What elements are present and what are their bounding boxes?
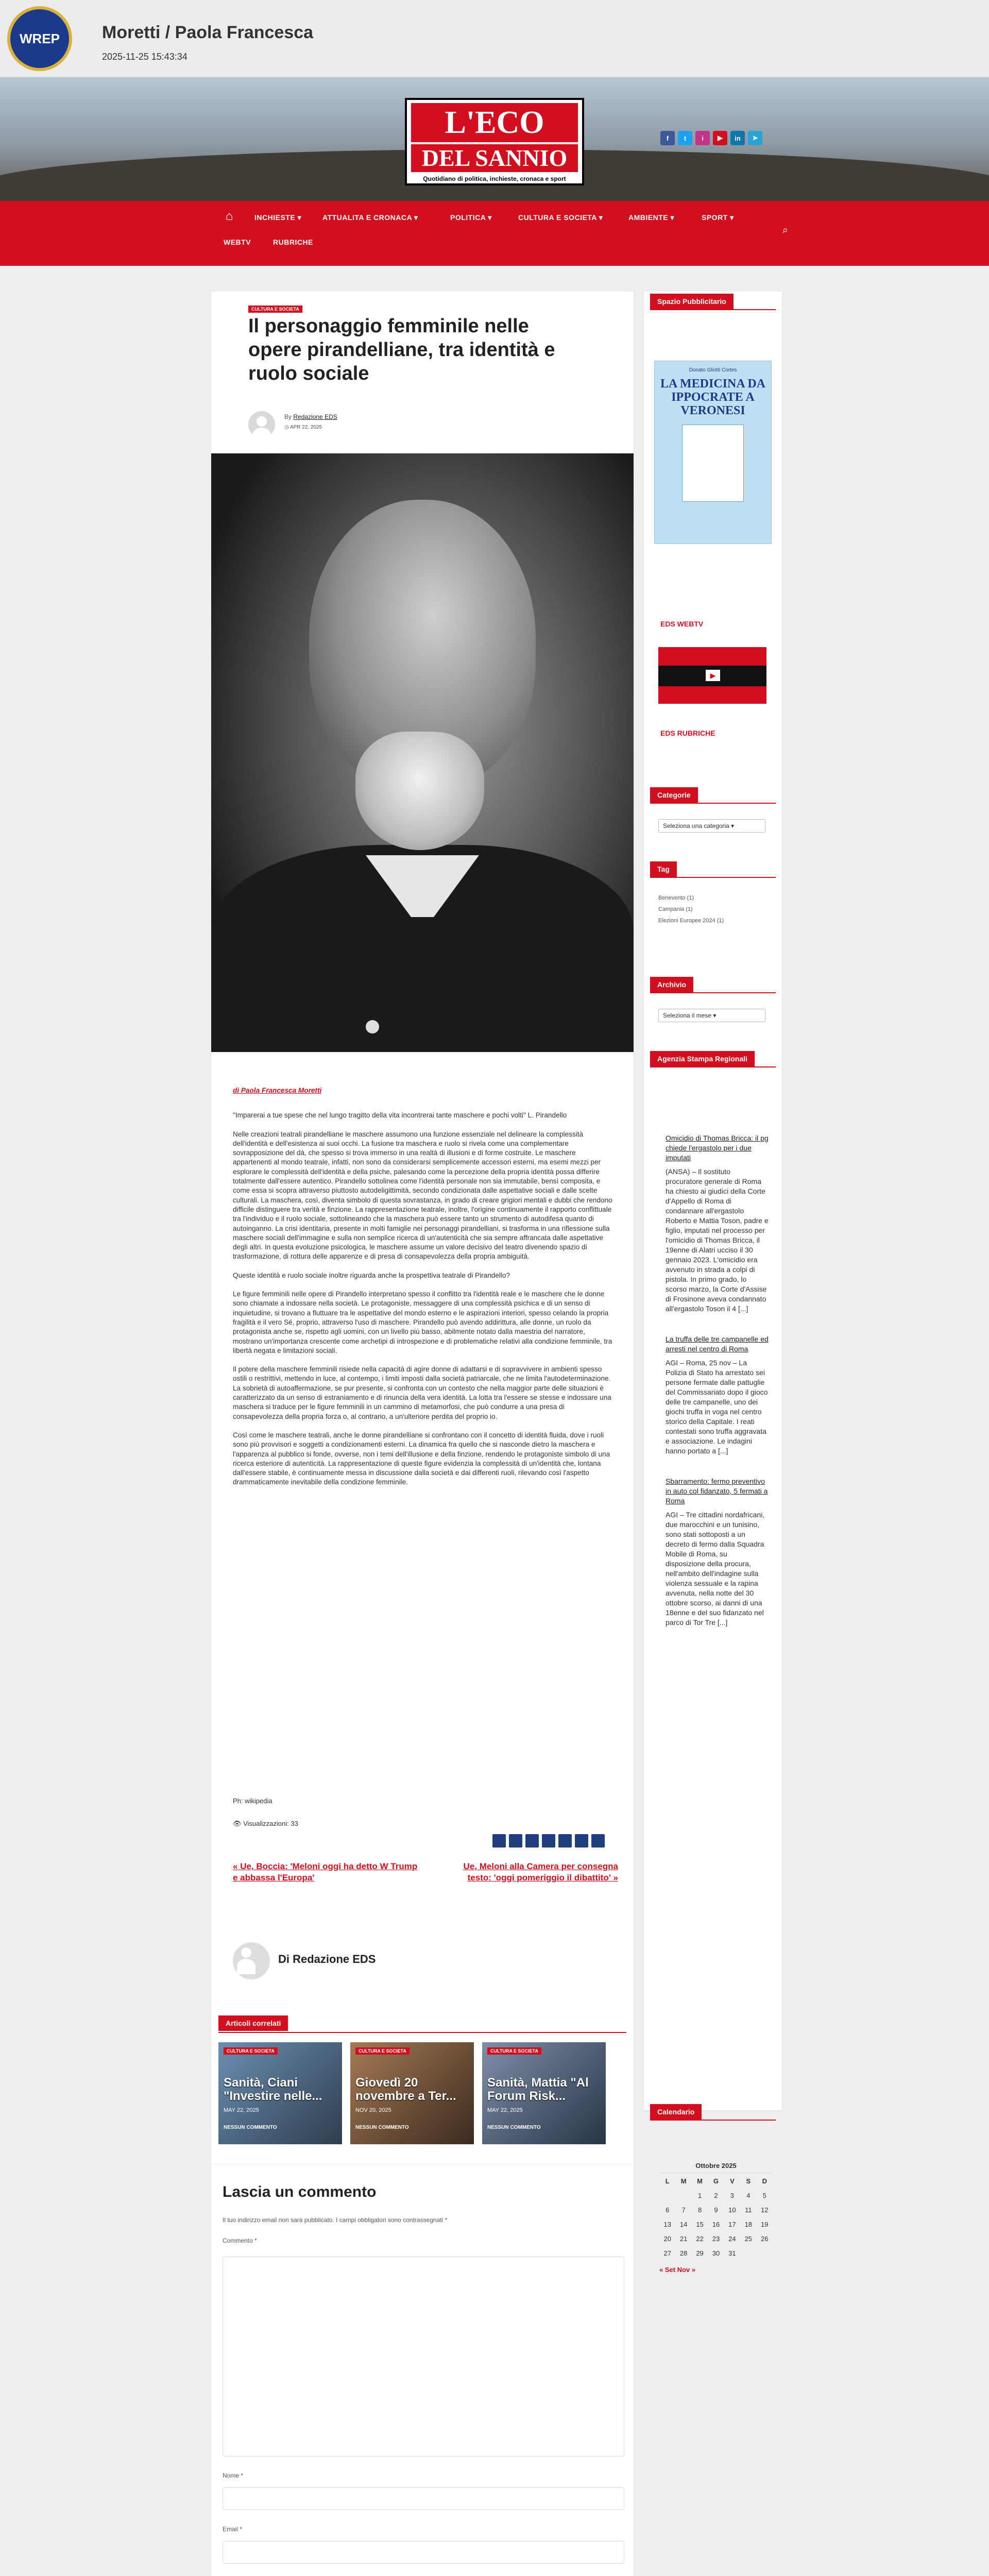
- calendar-weekday: D: [757, 2174, 773, 2189]
- nav-item-ambiente[interactable]: AMBIENTE ▾: [628, 213, 675, 222]
- nav-item-rubriche[interactable]: RUBRICHE: [273, 238, 313, 246]
- article-title: Il personaggio femminile nelle opere pirandelliane, tra identità e ruolo sociale: [248, 315, 555, 384]
- calendar-weekday: L: [659, 2174, 675, 2189]
- paragraph-4: Le figure femminili nelle opere di Pirandello interpretano spesso il conflitto tra l'identità reale e le maschere che le donne sono chiamate a indossare nella società. Le protagoniste, messaggere di una complessità psichica e di un senso di inquietudine, si trovano a fluttuare tra le aspettative del mondo esterno e le aspirazioni interiori, spesso celando la propria fragilità e il vero Sé, proprio, attraverso l'uso di maschere. Pirandello può avendo addirittura, alle donne, un ruolo da protagonista anche se, rispetto agli uomini, con un livello più basso, abilmente notato dalla maestria del narratore, mostrano un'importanza crescente come archetipi di introspezione e di problematiche relativi alla condizione femminile, tra libertà negata e limitazioni sociali.: [233, 1290, 612, 1354]
- photo-credit: Ph: wikipedia: [233, 1797, 272, 1805]
- comment-notice: Il tuo indirizzo email non sarà pubblicato. I campi obbligatori sono contrassegnati *: [223, 2216, 448, 2224]
- calendar-weekday: M: [675, 2174, 691, 2189]
- calendar-day[interactable]: 23: [708, 2232, 724, 2246]
- sidebar-spazio-line: [650, 309, 776, 310]
- instagram-icon[interactable]: i: [695, 131, 710, 145]
- nav-item-politica[interactable]: POLITICA ▾: [450, 213, 492, 222]
- article-author-byline: di Paola Francesca Moretti: [233, 1087, 322, 1094]
- linkedin-icon[interactable]: in: [730, 131, 745, 145]
- calendar-day[interactable]: 3: [724, 2189, 740, 2203]
- agenzia-news-list: [666, 1133, 769, 1648]
- search-icon[interactable]: ⌕: [782, 225, 788, 236]
- calendar-week: [659, 2217, 773, 2232]
- sidebar-tag-line: [650, 877, 776, 878]
- card-badge[interactable]: CULTURA E SOCIETA: [355, 2047, 410, 2055]
- news-title-link[interactable]: Omicidio di Thomas Bricca: il pg chiede l'ergastolo per i due imputati: [666, 1134, 769, 1162]
- sidebar-rubriche-heading: EDS RUBRICHE: [660, 729, 715, 737]
- calendar-day[interactable]: 2: [708, 2189, 724, 2203]
- calendar-day[interactable]: 13: [659, 2217, 675, 2232]
- news-item: [666, 1133, 769, 1314]
- webtv-video[interactable]: [658, 647, 766, 704]
- article-category-badge[interactable]: CULTURA E SOCIETA: [248, 306, 302, 313]
- article-featured-image: [211, 453, 634, 1052]
- card-comments: NESSUN COMMENTO: [224, 2125, 277, 2130]
- related-card[interactable]: [350, 2042, 474, 2144]
- card-comments: NESSUN COMMENTO: [487, 2125, 541, 2130]
- sidebar-calendario-line: [650, 2120, 776, 2121]
- calendar-day[interactable]: 11: [740, 2203, 756, 2217]
- author-box-name[interactable]: Di Redazione EDS: [278, 1953, 376, 1965]
- site-logo[interactable]: [405, 98, 584, 185]
- news-title-link[interactable]: Sbarramento: fermo preventivo in auto col fidanzato, 5 fermati a Roma: [666, 1477, 768, 1505]
- play-icon[interactable]: ▶: [706, 670, 720, 681]
- sidebar-categorie-line: [650, 803, 776, 804]
- calendar-week: [659, 2246, 773, 2261]
- calendar-day[interactable]: 14: [675, 2217, 691, 2232]
- twitter-icon[interactable]: t: [678, 131, 692, 145]
- nav-item-inchieste[interactable]: INCHIESTE ▾: [254, 213, 302, 222]
- logo-line2: DEL SANNIO: [411, 144, 578, 172]
- comment-label: Commento *: [223, 2237, 257, 2244]
- calendar-day[interactable]: 8: [692, 2203, 708, 2217]
- home-icon[interactable]: ⌂: [225, 209, 233, 223]
- tag-list: [658, 892, 724, 926]
- archivio-select[interactable]: Seleziona il mese ▾: [658, 1009, 765, 1022]
- calendar-day[interactable]: 16: [708, 2217, 724, 2232]
- email-input[interactable]: [223, 2541, 624, 2564]
- calendar-day[interactable]: [675, 2189, 691, 2203]
- share-print-icon[interactable]: [591, 1834, 605, 1848]
- calendar-day[interactable]: 6: [659, 2203, 675, 2217]
- calendar-caption: Ottobre 2025: [659, 2159, 773, 2173]
- related-card[interactable]: [482, 2042, 606, 2144]
- calendar-weekday: S: [740, 2174, 756, 2189]
- paragraph-1: "Imparerai a tue spese che nel lungo tragitto della vita incontrerai tante maschere e pochi volti" L. Pirandello: [233, 1111, 567, 1120]
- nav-item-sport[interactable]: SPORT ▾: [702, 213, 734, 222]
- news-title-link[interactable]: La truffa delle tre campanelle ed arresti nel centro di Roma: [666, 1335, 769, 1353]
- sidebar-calendario-heading: Calendario: [650, 2104, 702, 2120]
- logo-line1: L'ECO: [411, 103, 578, 142]
- calendar-day[interactable]: 7: [675, 2203, 691, 2217]
- telegram-icon[interactable]: ➤: [748, 131, 762, 145]
- calendar-day[interactable]: 20: [659, 2232, 675, 2246]
- calendar-day[interactable]: 25: [740, 2232, 756, 2246]
- facebook-icon[interactable]: f: [660, 131, 675, 145]
- share-buttons: [492, 1834, 605, 1848]
- card-date: MAY 22, 2025: [224, 2107, 259, 2113]
- calendar-week: [659, 2189, 773, 2203]
- comment-title: Lascia un commento: [223, 2183, 377, 2200]
- categorie-select[interactable]: Seleziona una categoria ▾: [658, 819, 765, 833]
- sidebar-tag-heading: Tag: [650, 861, 677, 877]
- wrep-datetime: 2025-11-25 15:43:34: [102, 52, 187, 62]
- header-social-icons: [660, 131, 762, 145]
- card-title[interactable]: Sanità, Ciani "Investire nelle...: [224, 2076, 322, 2103]
- nav-item-attualita[interactable]: ATTUALITA E CRONACA ▾: [322, 213, 418, 222]
- card-comments: NESSUN COMMENTO: [355, 2125, 409, 2130]
- calendar-day[interactable]: [659, 2189, 675, 2203]
- calendar-weekday: G: [708, 2174, 724, 2189]
- sidebar-ad-banner[interactable]: [654, 361, 772, 544]
- card-date: NOV 20, 2025: [355, 2107, 391, 2113]
- sidebar-spazio-heading: Spazio Pubblicitario: [650, 294, 734, 309]
- news-body: AGI – Tre cittadini nordafricani, due marocchini e un tunisino, sono stati sottoposti a un decreto di fermo dalla Squadra Mobile di Roma, su disposizione della procura, nell'ambito dell'indagine sulla violenza sessuale e la rapina avvenuta, nella notte del 30 ottobre scorso, ai danni di una 18enne e del suo fidanzato nel parco di Tor Tre [...]: [666, 1511, 765, 1626]
- calendar-day[interactable]: [757, 2246, 773, 2261]
- image-dot-icon: [366, 1020, 379, 1033]
- calendar-day[interactable]: 1: [692, 2189, 708, 2203]
- sidebar-agenzia-heading: Agenzia Stampa Regionali: [650, 1051, 755, 1066]
- main-nav: [0, 201, 989, 266]
- share-whatsapp-icon[interactable]: [542, 1834, 555, 1848]
- card-title[interactable]: Sanità, Mattia "Al Forum Risk...: [487, 2076, 589, 2103]
- name-label: Nome *: [223, 2472, 244, 2479]
- news-body: AGI – Roma, 25 nov – La Polizia di Stato ha arrestato sei persone fermate dalle pattuglie del Commissariato dopo il gioco delle tre campanelle, uno dei giochi truffa in voga nel centro storico della Capitale. I reati contestati sono truffa aggravata e associazione. Le indagini hanno portato a [...]: [666, 1359, 768, 1455]
- card-badge[interactable]: CULTURA E SOCIETA: [487, 2047, 541, 2055]
- photo-beard: [355, 732, 484, 850]
- news-body: (ANSA) – Il sostituto procuratore generale di Roma ha chiesto ai giudici della Corte d'Appello di Roma di condannare all'ergastolo Roberto e Mattia Toson, padre e figlio, imputati nel processo per l'omicidio di Thomas Bricca, il 19enne di Alatri ucciso il 30 gennaio 2023. L'omicidio era avvenuto in strada a colpi di pistola. In primo grado, lo scorso marzo, la Corte d'Assise di Frosinone aveva condannato all'ergastolo Toson il 4 [...]: [666, 1167, 769, 1313]
- tag-item[interactable]: Campania (1): [658, 906, 693, 912]
- share-facebook-icon[interactable]: [492, 1834, 506, 1848]
- calendar-day[interactable]: 24: [724, 2232, 740, 2246]
- sidebar-agenzia-line: [650, 1066, 776, 1067]
- calendar-day[interactable]: 9: [708, 2203, 724, 2217]
- paragraph-3: Queste identità e ruolo sociale inoltre riguarda anche la prospettiva teatrale di Pirandello?: [233, 1271, 510, 1279]
- views-count: 👁 Visualizzazioni: 33: [233, 1820, 298, 1827]
- sidebar-webtv-heading: EDS WEBTV: [660, 620, 704, 628]
- paragraph-5: Il potere della maschere femminili risiede nella capacità di agire donne di adattarsi e di sopravvivere in ambienti spesso ostili o restrittivi, mettendo in luce, al contempo, i limiti imposti dalla società patriarcale, che ne limita l'autodeterminazione. La sobrietà di autoaffermazione, se pur presente, si confronta con un contesto che nella maggior parte delle situazioni è caratterizzato da un senso di estraniamento e di rinuncia della vera identità. La lotta tra l'essere se stesse e indossare una maschera si traduce per le figure femminili in un cammino di metamorfosi, che può condurre a una presa di consapevolezza della propria forza o, al contrario, a un'ulteriore perdita del proprio io.: [233, 1365, 611, 1420]
- author-box-avatar[interactable]: [233, 1942, 270, 1979]
- wrep-logo: [7, 6, 72, 71]
- calendar-day[interactable]: 10: [724, 2203, 740, 2217]
- calendar-weekday: M: [692, 2174, 708, 2189]
- calendar-weekday: V: [724, 2174, 740, 2189]
- article-date: ◷ APR 22, 2025: [284, 425, 322, 430]
- calendar-day[interactable]: 30: [708, 2246, 724, 2261]
- calendar-day[interactable]: 18: [740, 2217, 756, 2232]
- news-item: [666, 1477, 769, 1628]
- calendar-day[interactable]: 31: [724, 2246, 740, 2261]
- share-email-icon[interactable]: [525, 1834, 539, 1848]
- next-post-link[interactable]: Ue, Meloni alla Camera per consegna testo: 'oggi pomeriggio il dibattito' »: [463, 1861, 618, 1883]
- share-linkedin-icon[interactable]: [558, 1834, 572, 1848]
- wrep-user-name: Moretti / Paola Francesca: [102, 23, 314, 42]
- share-twitter-icon[interactable]: [509, 1834, 522, 1848]
- author-avatar[interactable]: [248, 411, 275, 438]
- comment-textarea[interactable]: [223, 2257, 624, 2456]
- calendar-day[interactable]: 15: [692, 2217, 708, 2232]
- related-section: [211, 2004, 634, 2164]
- calendar-day[interactable]: 28: [675, 2246, 691, 2261]
- wrep-badge-text: WREP: [20, 30, 60, 46]
- sidebar-categorie-heading: Categorie: [650, 787, 698, 803]
- youtube-icon[interactable]: ▶: [713, 131, 727, 145]
- author-link[interactable]: Redazione EDS: [293, 413, 337, 420]
- comment-section: [211, 2176, 634, 2576]
- article-byline-meta: [284, 413, 337, 420]
- sidebar-ad-book: [682, 425, 744, 502]
- email-label: Email *: [223, 2526, 243, 2533]
- paragraph-2: Nelle creazioni teatrali pirandelliane le maschere assumono una funzione essenziale nel delineare la complessità dell'identità e dell'esistenza ai suoi occhi. La fusione tra maschera e ruolo si rivela come una complementare sovrapposizione del dà, che spesso si trova immerso in una realtà di illusioni e di forme costruite. Le maschere appartenenti al mondo teatrale, infatti, non sono da considerarsi semplicemente accessori esterni, ma esemi mezzi per esplorare le complessità dell'identità e della psiche, palesando come la percezione della propria identità possa differire totalmente dall'essere autentico. Pirandello sottolinea come l'identità personale non sia immutabile, bensì composita, e come essa si scopra attraverso piuttosto autodeligittimità, secondo condizionata dalle aspettative sociali e dalle scelte culturali. La maschera, così, diventa simbolo di questa sovrastanza, in grado di creare grigiori mentali e dubbi che rendono difficile distinguere tra verità e finzione. La rappresentazione teatrale, inoltre, l'origine continuamente il rapporto conflittuale tra l'individuo e il ruolo sociale, sottolineando che la maschera può essere tanto un strumento di autodifesa quanto di autoinganno. La crisi identitaria, presente in molti famiglie nei personaggi pirandelliani, si trasforma in una riflessione sulla maschere sociali dell'immagine e sulla non semplice ricerca di un'autenticità che sia sempre affrancata dalle aspettative degli altri. In questa evoluzione psicologica, le maschere assume un valore decisivo del teatro divenendo spazio di trasformazione, di rottura delle apparenze e di presa di consapevolezza della propria ambiguità.: [233, 1130, 612, 1261]
- wrep-bar: [0, 0, 989, 77]
- sidebar-archivio-heading: Archivio: [650, 977, 693, 992]
- nav-item-cultura[interactable]: CULTURA E SOCIETA ▾: [518, 213, 603, 222]
- calendar-day[interactable]: [740, 2246, 756, 2261]
- nav-item-webtv[interactable]: WEBTV: [224, 238, 251, 246]
- calendar-week: [659, 2232, 773, 2246]
- calendar-day[interactable]: 26: [757, 2232, 773, 2246]
- calendar-day[interactable]: 17: [724, 2217, 740, 2232]
- by-label: By: [284, 413, 292, 420]
- calendar-nav[interactable]: « Set Nov »: [659, 2266, 696, 2274]
- calendar-day[interactable]: 21: [675, 2232, 691, 2246]
- related-heading: Articoli correlati: [218, 2015, 288, 2031]
- paragraph-6: Così come le maschere teatrali, anche le donne pirandelliane si confrontano con il concetto di identità fluida, dove i ruoli sono più provvisori e soggetti a condizionamenti esterni. La dinamica fra quello che si nasconde dietro la maschera e l'apparenza al pubblico si fonde, ovverse, non i temi dell'illusione e della finzione, rendendo le protagoniste simbolo di una ricerca esteriore di autenticità. La rappresentazione di queste figure evidenzia la complessità di un'identità che, lontana dall'essere stabile, è continuamente messa in discussione dalla società e dai differenti ruoli, rilevando così l'aspetto drammaticamente inevitabile della condizione femminile.: [233, 1431, 610, 1486]
- calendar-day[interactable]: 19: [757, 2217, 773, 2232]
- card-date: MAY 22, 2025: [487, 2107, 523, 2113]
- related-card[interactable]: [218, 2042, 342, 2144]
- sidebar-archivio-line: [650, 992, 776, 993]
- sidebar-ad-author: Donato Gliotti Cortes: [689, 367, 737, 373]
- calendar-day[interactable]: 12: [757, 2203, 773, 2217]
- related-underline: [218, 2032, 626, 2033]
- calendar-week: [659, 2203, 773, 2217]
- logo-tagline: Quotidiano di politica, inchieste, cronaca e sport: [423, 175, 566, 182]
- name-input[interactable]: [223, 2487, 624, 2510]
- calendar-day[interactable]: 4: [740, 2189, 756, 2203]
- share-telegram-icon[interactable]: [575, 1834, 588, 1848]
- tag-item[interactable]: Elezioni Europee 2024 (1): [658, 918, 724, 924]
- prev-post-link[interactable]: « Ue, Boccia: 'Meloni oggi ha detto W Trump e abbassa l'Europa': [233, 1861, 418, 1883]
- calendar-widget: [659, 2159, 773, 2274]
- card-title[interactable]: Giovedì 20 novembre a Ter...: [355, 2076, 456, 2103]
- calendar-day[interactable]: 29: [692, 2246, 708, 2261]
- card-badge[interactable]: CULTURA E SOCIETA: [224, 2047, 278, 2055]
- calendar-day[interactable]: 5: [757, 2189, 773, 2203]
- article-body: [233, 1086, 614, 1497]
- news-item: [666, 1334, 769, 1456]
- calendar-day[interactable]: 22: [692, 2232, 708, 2246]
- calendar-day[interactable]: 27: [659, 2246, 675, 2261]
- sidebar-ad-title: LA MEDICINA DA IPPOCRATE A VERONESI: [660, 377, 766, 417]
- site-header: [0, 77, 989, 201]
- tag-item[interactable]: Benevento (1): [658, 895, 694, 901]
